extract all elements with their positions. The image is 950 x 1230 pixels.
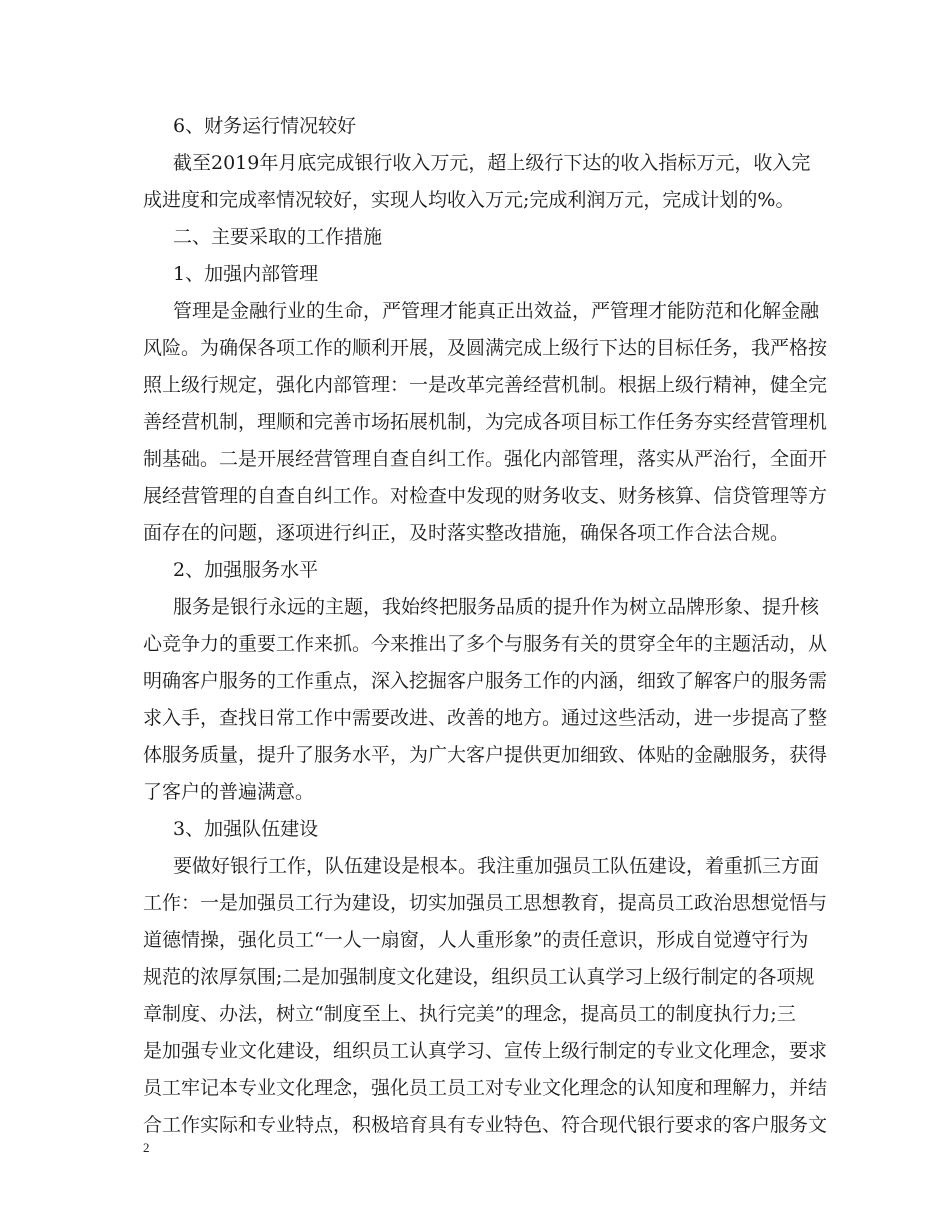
paragraph-line: 面存在的问题，逐项进行纠正，及时落实整改措施，确保各项工作合法合规。	[143, 522, 790, 544]
subheading-service-level: 2、加强服务水平	[173, 559, 319, 581]
paragraph-line: 求入手，查找日常工作中需要改进、改善的地方。通过这些活动，进一步提高了整	[143, 707, 828, 729]
paragraph-line: 制基础。二是开展经营管理自查自纠工作。强化内部管理，落实从严治行，全面开	[143, 448, 828, 470]
paragraph-line: 心竞争力的重要工作来抓。今来推出了多个与服务有关的贯穿全年的主题活动，从	[143, 633, 828, 655]
paragraph-line: 了客户的普遍满意。	[143, 781, 315, 803]
subheading-team-building: 3、加强队伍建设	[173, 818, 319, 840]
paragraph-line: 工作：一是加强员工行为建设，切实加强员工思想教育，提高员工政治思想觉悟与	[143, 892, 828, 914]
paragraph-line: 截至2019年月底完成银行收入万元，超上级行下达的收入指标万元，收入完	[173, 152, 811, 174]
paragraph-line: 要做好银行工作，队伍建设是根本。我注重加强员工队伍建设，着重抓三方面	[173, 855, 820, 877]
paragraph-line: 体服务质量，提升了服务水平，为广大客户提供更加细致、体贴的金融服务，获得	[143, 744, 828, 766]
paragraph-line: 照上级行规定，强化内部管理：一是改革完善经营机制。根据上级行精神，健全完	[143, 374, 828, 396]
paragraph-line: 展经营管理的自查自纠工作。对检查中发现的财务收支、财务核算、信贷管理等方	[143, 485, 828, 507]
paragraph-line: 合工作实际和专业特点，积极培育具有专业特色、符合现代银行要求的客户服务文	[143, 1114, 828, 1136]
paragraph-line: 服务是银行永远的主题，我始终把服务品质的提升作为树立品牌形象、提升核	[173, 596, 820, 618]
paragraph-line: 是加强专业文化建设，组织员工认真学习、宣传上级行制定的专业文化理念，要求	[143, 1040, 828, 1062]
paragraph-line: 章制度、办法，树立“制度至上、执行完美”的理念，提高员工的制度执行力;三	[143, 1003, 796, 1025]
section-heading-finance: 6、财务运行情况较好	[173, 115, 357, 137]
subheading-internal-management: 1、加强内部管理	[173, 263, 319, 285]
paragraph-line: 善经营机制，理顺和完善市场拓展机制，为完成各项目标工作任务夯实经营管理机	[143, 411, 828, 433]
section-heading-measures: 二、主要采取的工作措施	[173, 226, 383, 248]
paragraph-line: 明确客户服务的工作重点，深入挖掘客户服务工作的内涵，细致了解客户的服务需	[143, 670, 828, 692]
paragraph-line: 成进度和完成率情况较好，实现人均收入万元;完成利润万元，完成计划的%。	[143, 189, 795, 211]
paragraph-line: 道德情操，强化员工“一人一扇窗，人人重形象”的责任意识，形成自觉遵守行为	[143, 929, 809, 951]
paragraph-line: 员工牢记本专业文化理念，强化员工员工对专业文化理念的认知度和理解力，并结	[143, 1077, 828, 1099]
page-number: 2	[143, 1140, 150, 1155]
paragraph-line: 风险。为确保各项工作的顺利开展，及圆满完成上级行下达的目标任务，我严格按	[143, 337, 828, 359]
paragraph-line: 管理是金融行业的生命，严管理才能真正出效益，严管理才能防范和化解金融	[173, 300, 820, 322]
paragraph-line: 规范的浓厚氛围;二是加强制度文化建设，组织员工认真学习上级行制定的各项规	[143, 966, 815, 988]
